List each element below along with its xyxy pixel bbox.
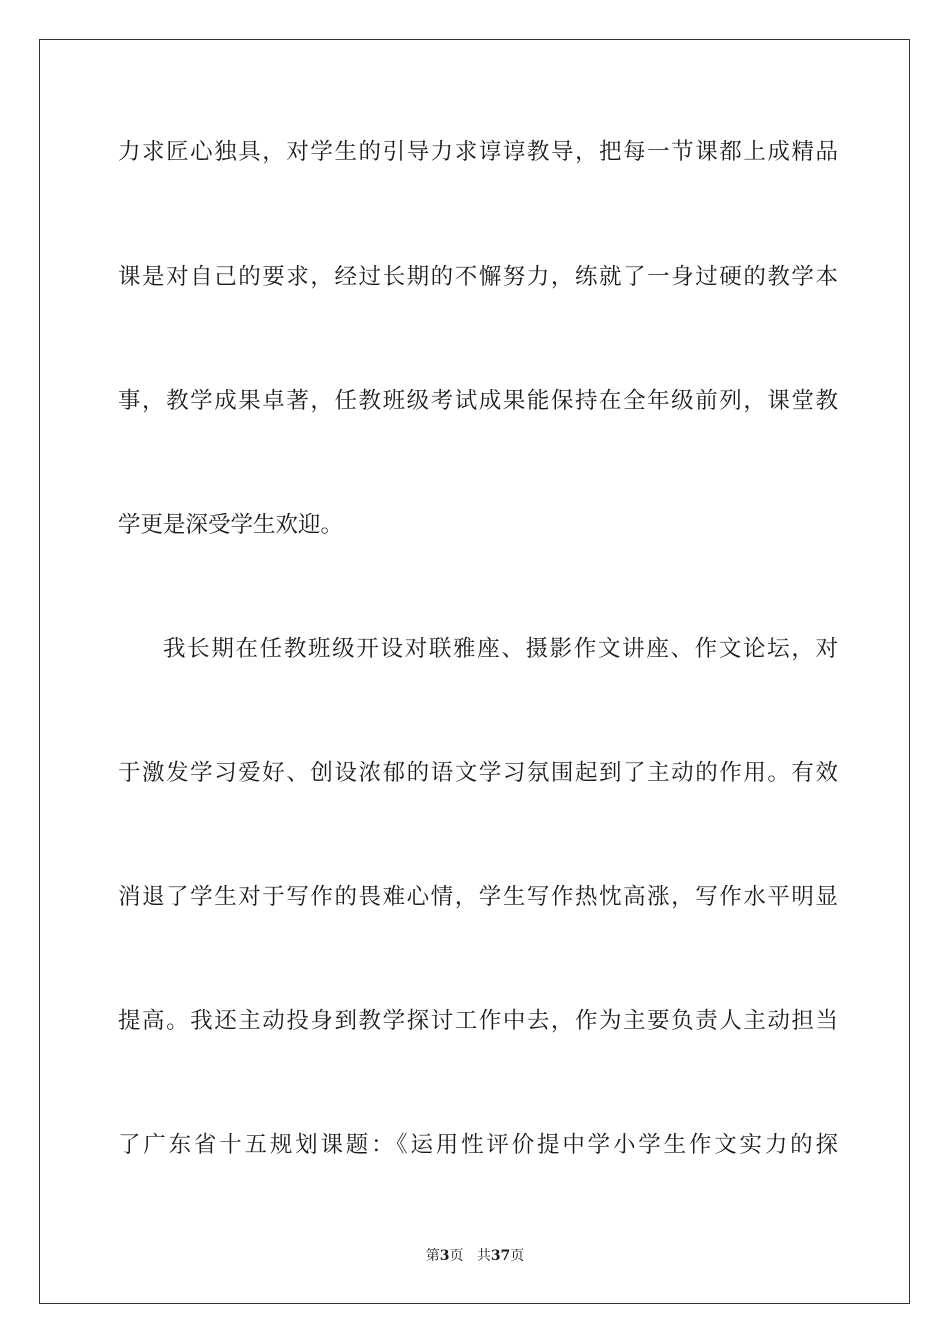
total-prefix: 共 <box>476 1248 491 1264</box>
page-number: 3 <box>439 1248 450 1264</box>
page-suffix: 页 <box>449 1248 464 1264</box>
paragraph-first-line: 我长期在任教班级开设对联雅座、摄影作文讲座、作文论坛，对 <box>163 636 838 662</box>
body-line: 了广东省十五规划课题：《运用性评价提中学小学生作文实力的探 <box>118 1132 838 1158</box>
page-border <box>39 39 910 1304</box>
body-line: 课是对自己的要求，经过长期的不懈努力，练就了一身过硬的教学本 <box>118 264 838 290</box>
page-footer <box>0 1247 950 1265</box>
body-line: 于激发学习爱好、创设浓郁的语文学习氛围起到了主动的作用。有效 <box>118 760 838 786</box>
page-prefix: 第 <box>425 1248 440 1264</box>
body-line: 事，教学成果卓著，任教班级考试成果能保持在全年级前列，课堂教 <box>118 388 838 414</box>
body-line: 消退了学生对于写作的畏难心情，学生写作热忱高涨，写作水平明显 <box>118 884 838 910</box>
total-suffix: 页 <box>510 1248 525 1264</box>
body-line: 力求匠心独具，对学生的引导力求谆谆教导，把每一节课都上成精品 <box>118 139 838 165</box>
body-line: 提高。我还主动投身到教学探讨工作中去，作为主要负责人主动担当 <box>118 1008 838 1034</box>
total-pages: 37 <box>490 1248 511 1264</box>
body-line: 学更是深受学生欢迎。 <box>118 512 344 538</box>
